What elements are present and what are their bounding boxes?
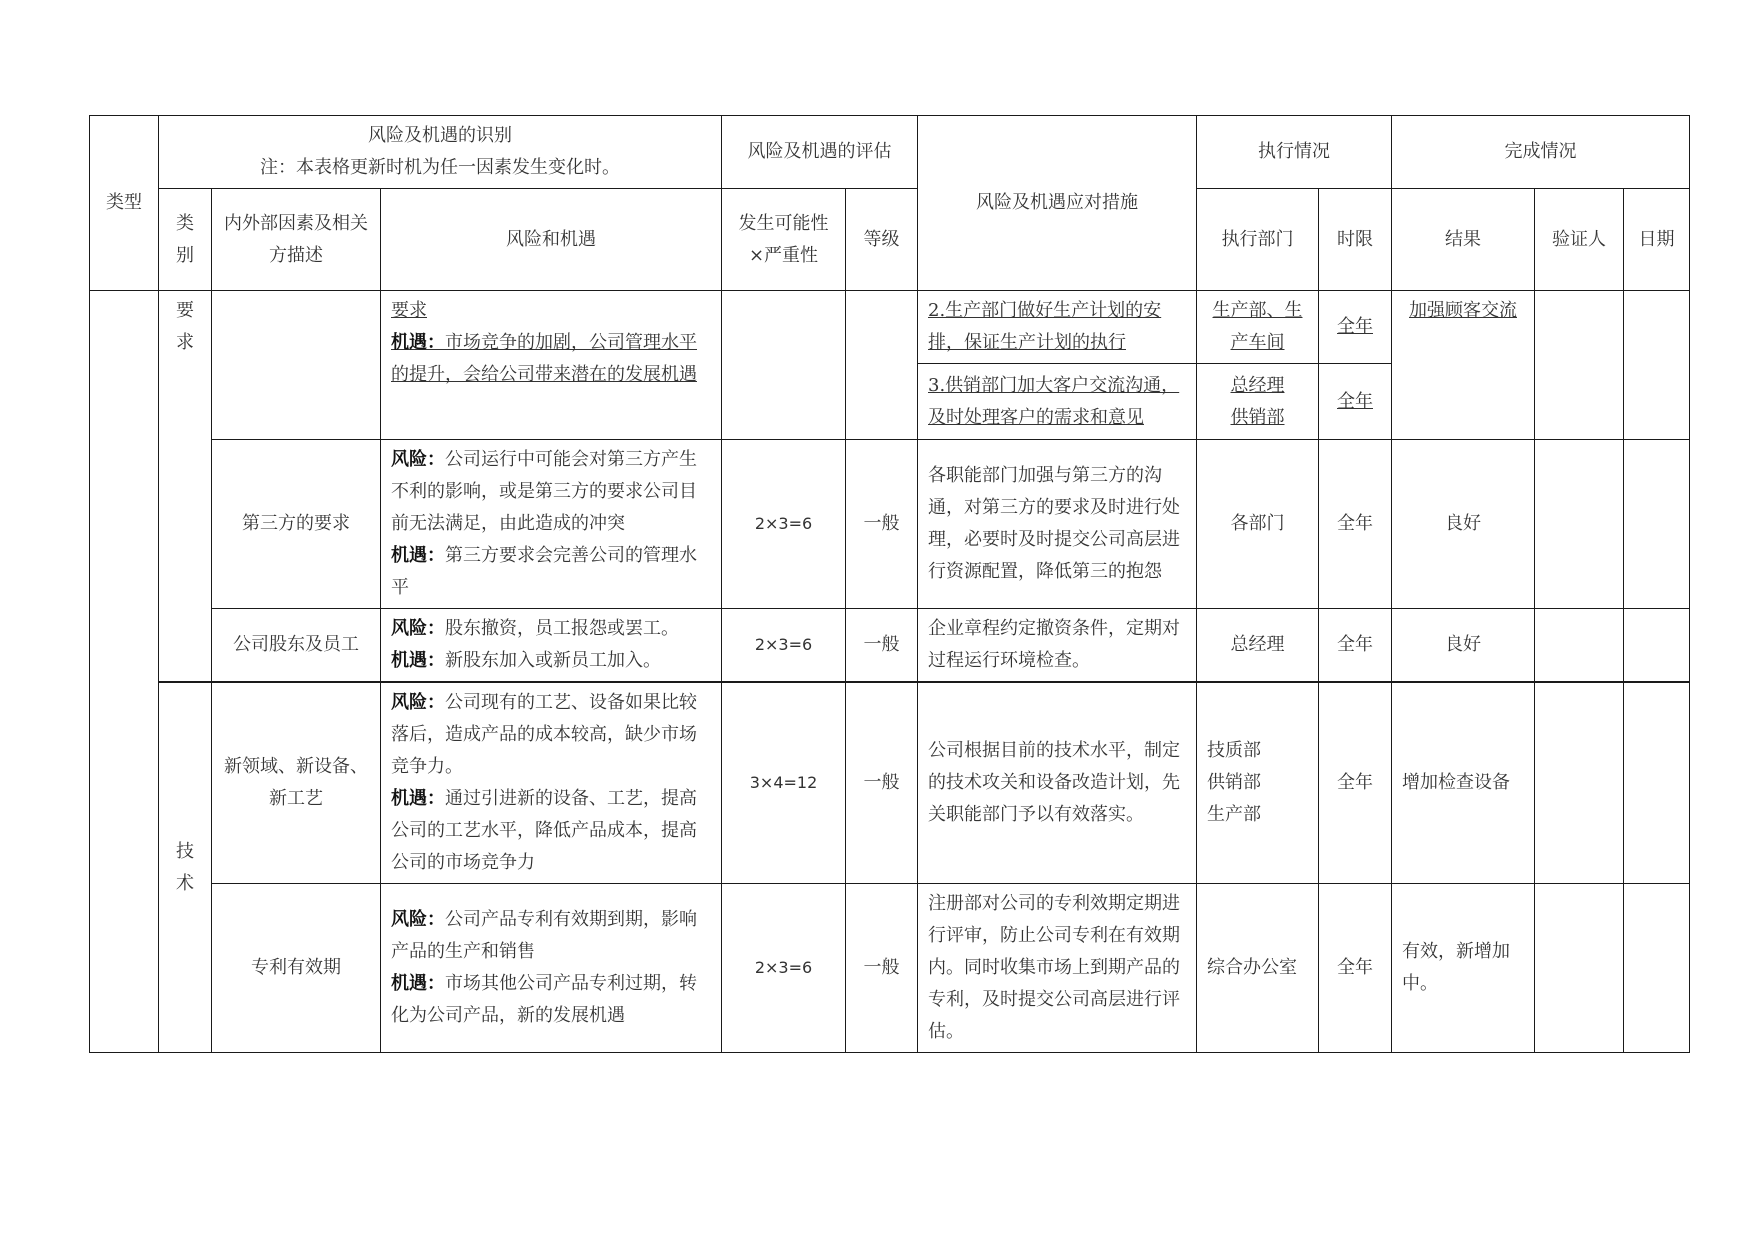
ro-text: 要求	[391, 300, 427, 321]
risk-text: 公司产品专利有效期到期，影响产品的生产和销售	[391, 909, 697, 962]
header-exec-dept: 执行部门	[1197, 189, 1319, 291]
date-cell	[1624, 291, 1690, 440]
verifier-cell	[1535, 682, 1624, 884]
header-category: 类 别	[159, 189, 212, 291]
risk-label: 风险：	[391, 909, 445, 930]
opportunity-text: 通过引进新的设备、工艺，提高公司的工艺水平，降低产品成本，提高公司的市场竞争力	[391, 788, 697, 873]
header-deadline: 时限	[1319, 189, 1392, 291]
factor-text: 公司股东及员工	[212, 609, 381, 683]
probability-text: 2×3=6	[722, 884, 846, 1053]
risk-text: 股东撤资，员工报怨或罢工。	[445, 618, 679, 639]
level-text: 一般	[846, 440, 918, 609]
header-identify-note: 注：本表格更新时机为任一因素发生变化时。	[260, 157, 620, 178]
opportunity-text: 第三方要求会完善公司的管理水平	[391, 545, 697, 598]
factor-cell	[212, 291, 381, 440]
header-result: 结果	[1392, 189, 1535, 291]
verifier-cell	[1535, 609, 1624, 683]
result-text: 良好	[1392, 440, 1535, 609]
verifier-cell	[1535, 884, 1624, 1053]
type-cell	[90, 291, 159, 1053]
verifier-cell	[1535, 440, 1624, 609]
risk-opportunity-cell	[381, 609, 722, 683]
deadline-text: 全年	[1319, 364, 1392, 440]
deadline-text: 全年	[1319, 682, 1392, 884]
risk-opportunity-cell	[381, 291, 722, 440]
measure-text: 2.生产部门做好生产计划的安排，保证生产计划的执行	[918, 291, 1197, 364]
header-risk-opportunity: 风险和机遇	[381, 189, 722, 291]
opportunity-label: 机遇：	[391, 788, 445, 809]
header-verifier: 验证人	[1535, 189, 1624, 291]
measure-text: 公司根据目前的技术水平，制定的技术攻关和设备改造计划，先关职能部门予以有效落实。	[918, 682, 1197, 884]
measure-text: 企业章程约定撤资条件，定期对过程运行环境检查。	[918, 609, 1197, 683]
risk-opportunity-table	[89, 115, 1690, 1053]
risk-opportunity-cell	[381, 884, 722, 1053]
level-text: 一般	[846, 682, 918, 884]
measure-text: 3.供销部门加大客户交流沟通，及时处理客户的需求和意见	[918, 364, 1197, 440]
risk-text: 公司运行中可能会对第三方产生不利的影响，或是第三方的要求公司目前无法满足，由此造成的冲突	[391, 449, 697, 534]
result-text: 有效，新增加中。	[1392, 884, 1535, 1053]
dept-text: 各部门	[1197, 440, 1319, 609]
opportunity-text: 市场竞争的加剧，公司管理水平的提升，会给公司带来潜在的发展机遇	[391, 332, 697, 385]
factor-text: 专利有效期	[212, 884, 381, 1053]
header-identify-title: 风险及机遇的识别	[368, 125, 512, 146]
date-cell	[1624, 884, 1690, 1053]
risk-opportunity-cell	[381, 440, 722, 609]
measure-text: 各职能部门加强与第三方的沟通，对第三方的要求及时进行处理，必要时及时提交公司高层进行资源配置，降低第三的抱怨	[918, 440, 1197, 609]
header-level: 等级	[846, 189, 918, 291]
level-cell	[846, 291, 918, 440]
deadline-text: 全年	[1319, 609, 1392, 683]
deadline-text: 全年	[1319, 291, 1392, 364]
opportunity-text: 新股东加入或新员工加入。	[445, 650, 661, 671]
probability-text: 2×3=6	[722, 609, 846, 683]
header-probability: 发生可能性×严重性	[722, 189, 846, 291]
header-identify	[159, 116, 722, 189]
factor-text: 新领域、新设备、新工艺	[212, 682, 381, 884]
date-cell	[1624, 609, 1690, 683]
date-cell	[1624, 440, 1690, 609]
measure-text: 注册部对公司的专利效期定期进行评审，防止公司专利在有效期内。同时收集市场上到期产品的专利，及时提交公司高层进行评估。	[918, 884, 1197, 1053]
header-execution: 执行情况	[1197, 116, 1392, 189]
header-factors: 内外部因素及相关方描述	[212, 189, 381, 291]
dept-text: 技质部 供销部 生产部	[1197, 682, 1319, 884]
header-evaluate: 风险及机遇的评估	[722, 116, 918, 189]
header-measures: 风险及机遇应对措施	[918, 116, 1197, 291]
risk-opportunity-cell	[381, 682, 722, 884]
level-text: 一般	[846, 884, 918, 1053]
opportunity-text: 市场其他公司产品专利过期，转化为公司产品，新的发展机遇	[391, 973, 697, 1026]
probability-text: 2×3=6	[722, 440, 846, 609]
dept-text: 总经理 供销部	[1197, 364, 1319, 440]
header-type: 类型	[90, 116, 159, 291]
opportunity-label: 机遇：	[391, 545, 445, 566]
risk-label: 风险：	[391, 692, 445, 713]
risk-label: 风险：	[391, 618, 445, 639]
risk-label: 风险：	[391, 449, 445, 470]
date-cell	[1624, 682, 1690, 884]
opportunity-label: 机遇：	[391, 332, 445, 353]
group-requirement: 要 求	[159, 291, 212, 683]
header-date: 日期	[1624, 189, 1690, 291]
dept-text: 综合办公室	[1197, 884, 1319, 1053]
dept-text: 生产部、生产车间	[1197, 291, 1319, 364]
opportunity-label: 机遇：	[391, 650, 445, 671]
risk-text: 公司现有的工艺、设备如果比较落后，造成产品的成本较高，缺少市场竞争力。	[391, 692, 697, 777]
deadline-text: 全年	[1319, 440, 1392, 609]
header-completion: 完成情况	[1392, 116, 1690, 189]
result-text: 加强顾客交流	[1392, 291, 1535, 440]
deadline-text: 全年	[1319, 884, 1392, 1053]
probability-text: 3×4=12	[722, 682, 846, 884]
opportunity-label: 机遇：	[391, 973, 445, 994]
result-text: 增加检查设备	[1392, 682, 1535, 884]
result-text: 良好	[1392, 609, 1535, 683]
factor-text: 第三方的要求	[212, 440, 381, 609]
probability-cell	[722, 291, 846, 440]
group-technology: 技 术	[159, 682, 212, 1053]
dept-text: 总经理	[1197, 609, 1319, 683]
verifier-cell	[1535, 291, 1624, 440]
level-text: 一般	[846, 609, 918, 683]
